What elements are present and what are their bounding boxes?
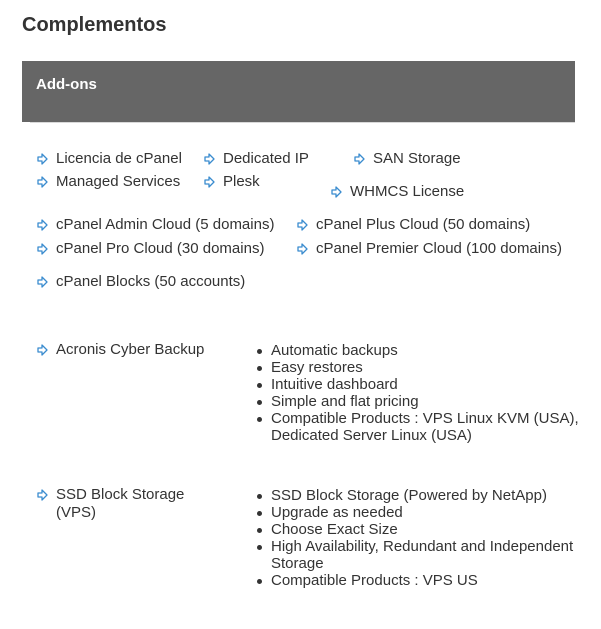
addon-link-ssd-block-storage[interactable] xyxy=(37,486,207,522)
addon-label: cPanel Premier Cloud (100 domains) xyxy=(316,240,562,257)
acronis-feature-list xyxy=(271,342,591,444)
addon-link-cpanel-plus-cloud[interactable] xyxy=(297,216,530,234)
feature-item: Compatible Products : VPS Linux KVM (USA), Dedicated Server Linux (USA) xyxy=(271,410,591,444)
arrow-right-icon xyxy=(37,276,48,288)
addon-label: cPanel Pro Cloud (30 domains) xyxy=(56,240,265,257)
feature-item: Choose Exact Size xyxy=(271,521,591,538)
feature-item: Intuitive dashboard xyxy=(271,376,591,393)
arrow-right-icon xyxy=(297,243,308,255)
addon-link-whmcs-license[interactable] xyxy=(331,183,464,201)
addon-label: Licencia de cPanel xyxy=(56,150,182,167)
arrow-right-icon xyxy=(37,344,48,356)
feature-item: Upgrade as needed xyxy=(271,504,591,521)
panel-title: Add-ons xyxy=(36,76,97,93)
arrow-right-icon xyxy=(297,219,308,231)
ssd-feature-list xyxy=(271,487,591,589)
addon-label: Managed Services xyxy=(56,173,181,190)
addon-link-plesk[interactable] xyxy=(204,173,260,191)
page-title: Complementos xyxy=(22,14,167,36)
addon-label: cPanel Plus Cloud (50 domains) xyxy=(316,216,531,233)
feature-item: High Availability, Redundant and Independent Storage xyxy=(271,538,591,572)
addon-label: Plesk xyxy=(223,173,260,190)
arrow-right-icon xyxy=(37,219,48,231)
feature-item: Automatic backups xyxy=(271,342,591,359)
addon-link-san-storage[interactable] xyxy=(354,150,461,168)
addon-link-dedicated-ip[interactable] xyxy=(204,150,309,168)
arrow-right-icon xyxy=(354,153,365,165)
arrow-right-icon xyxy=(37,153,48,165)
addon-link-cpanel-pro-cloud[interactable] xyxy=(37,240,264,258)
arrow-right-icon xyxy=(37,176,48,188)
addons-panel-header xyxy=(22,61,575,122)
arrow-right-icon xyxy=(37,243,48,255)
feature-item: Compatible Products : VPS US xyxy=(271,572,591,589)
addon-label: Dedicated IP xyxy=(223,150,309,167)
arrow-right-icon xyxy=(331,186,342,198)
feature-item: SSD Block Storage (Powered by NetApp) xyxy=(271,487,591,504)
feature-item: Simple and flat pricing xyxy=(271,393,591,410)
addon-link-acronis-cyber-backup[interactable] xyxy=(37,341,204,359)
addon-label: WHMCS License xyxy=(350,183,465,200)
addon-link-cpanel-admin-cloud[interactable] xyxy=(37,216,274,234)
addon-link-cpanel-premier-cloud[interactable] xyxy=(297,240,562,258)
addon-link-cpanel-blocks[interactable] xyxy=(37,273,245,291)
addon-label: SAN Storage xyxy=(373,150,461,167)
addon-label: cPanel Blocks (50 accounts) xyxy=(56,273,246,290)
addon-label: cPanel Admin Cloud (5 domains) xyxy=(56,216,275,233)
panel-divider xyxy=(30,122,575,123)
addon-link-managed-services[interactable] xyxy=(37,173,180,191)
feature-item: Easy restores xyxy=(271,359,591,376)
arrow-right-icon xyxy=(204,153,215,165)
addon-link-licencia-cpanel[interactable] xyxy=(37,150,182,168)
addon-label: Acronis Cyber Backup xyxy=(56,341,205,358)
arrow-right-icon xyxy=(37,489,48,501)
addon-label: SSD Block Storage (VPS) xyxy=(56,486,185,521)
arrow-right-icon xyxy=(204,176,215,188)
